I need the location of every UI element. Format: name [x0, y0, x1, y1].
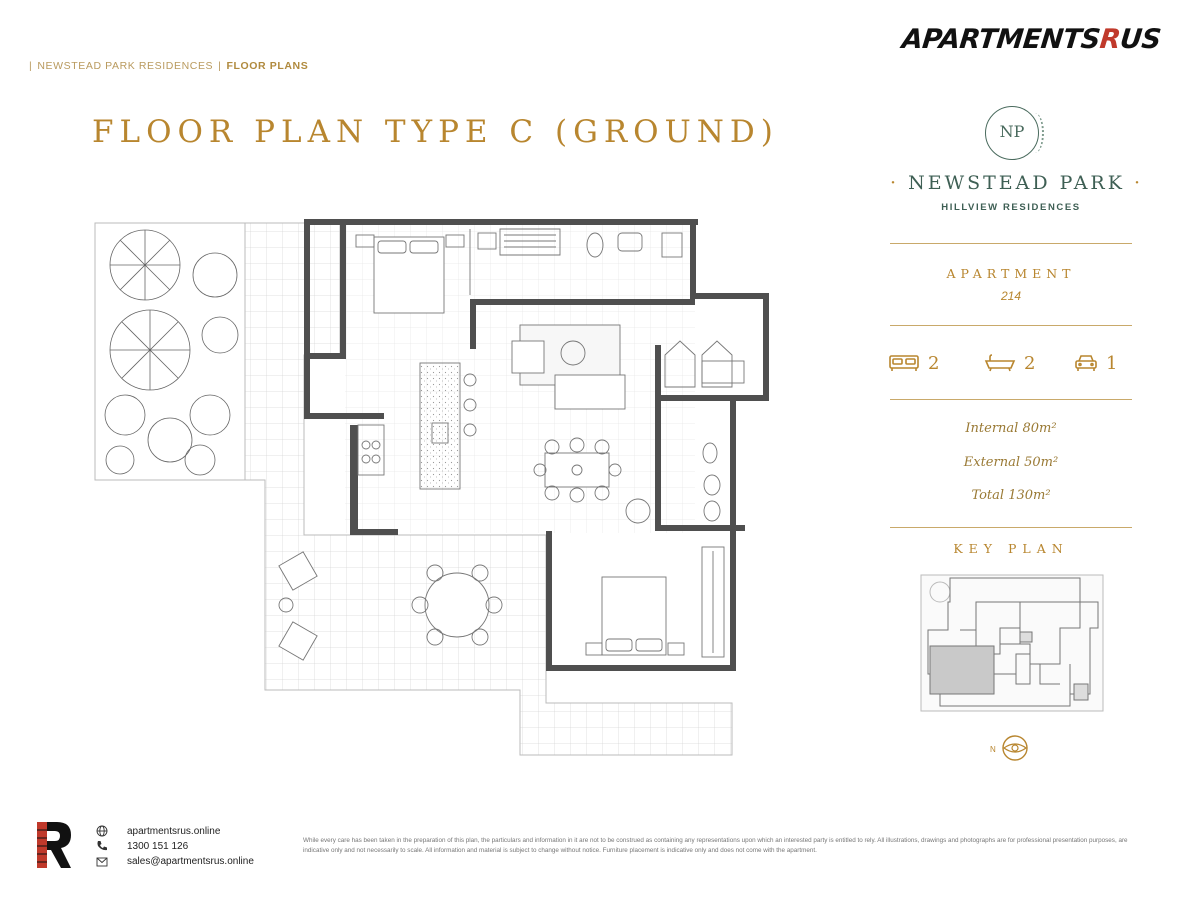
development-subtitle: HILLVIEW RESIDENCES [941, 202, 1081, 213]
breadcrumb-current[interactable]: FLOOR PLANS [226, 60, 309, 72]
garden-bed [95, 223, 245, 480]
divider-dot: · [890, 172, 900, 194]
floor-plan [90, 215, 780, 765]
bathrooms-count: 2 [1024, 352, 1036, 374]
globe-icon [96, 825, 108, 837]
breadcrumb-separator: | [218, 60, 222, 72]
phone-row [96, 840, 188, 852]
breadcrumb [24, 60, 308, 72]
brand-text-1: APARTMENTS [900, 24, 1102, 55]
leaf-icon [1026, 113, 1044, 153]
divider [890, 325, 1132, 326]
website-row [96, 825, 220, 837]
internal-area: Internal 80m² [965, 421, 1057, 436]
apartment-features [888, 348, 1134, 378]
mail-icon [96, 855, 108, 867]
brand-r: R [1098, 24, 1122, 55]
total-area: Total 130m² [971, 488, 1051, 503]
development-name-row [890, 172, 1144, 194]
breadcrumb-parent[interactable]: NEWSTEAD PARK RESIDENCES [37, 60, 214, 72]
bed-icon [888, 353, 920, 373]
north-label: N [990, 745, 996, 754]
email-row [96, 855, 254, 867]
car-icon [1074, 353, 1098, 373]
bathrooms-feature [984, 348, 1035, 378]
website-link[interactable]: apartmentsrus.online [127, 825, 221, 837]
bedrooms-feature [888, 348, 939, 378]
key-plan-label: KEY PLAN [953, 541, 1069, 556]
key-plan-diagram [920, 574, 1104, 712]
north-compass-icon [990, 734, 1030, 762]
divider-dot: · [1133, 172, 1144, 194]
brand-logo [900, 24, 1162, 55]
bath-icon [984, 353, 1016, 373]
development-name: NEWSTEAD PARK [908, 172, 1125, 194]
brand-text-2: US [1118, 24, 1163, 55]
divider [890, 527, 1132, 528]
divider [890, 243, 1132, 244]
email-link[interactable]: sales@apartmentsrus.online [127, 855, 254, 867]
external-area: External 50m² [963, 455, 1059, 470]
apartment-label: APARTMENT [946, 266, 1076, 281]
phone-link[interactable]: 1300 151 126 [127, 840, 189, 852]
bedrooms-count: 2 [928, 352, 940, 374]
page-title: FLOOR PLAN TYPE C (GROUND) [92, 114, 779, 150]
car-count: 1 [1106, 352, 1118, 374]
breadcrumb-separator: | [29, 60, 33, 72]
divider [890, 399, 1132, 400]
phone-icon [96, 840, 108, 852]
apartment-number: 214 [1000, 289, 1022, 303]
car-feature [1074, 348, 1117, 378]
disclaimer: While every care has been taken in the preparation of this plan, the particulars and information in it are not to be construed as containing any representations upon which an interested party is entitled to rely. All illustrations, drawings and photographs are for professional presentation purposes, are indicative only and not necessarily to scale. All information and material is subject to change without notice. Furniture placement is indicative only and does not come with the apartment. [303, 837, 1128, 854]
bedroom-2 [586, 547, 724, 657]
footer-logo-icon [35, 820, 73, 870]
development-logo-initials: NP [999, 122, 1025, 141]
development-logo [985, 106, 1039, 160]
